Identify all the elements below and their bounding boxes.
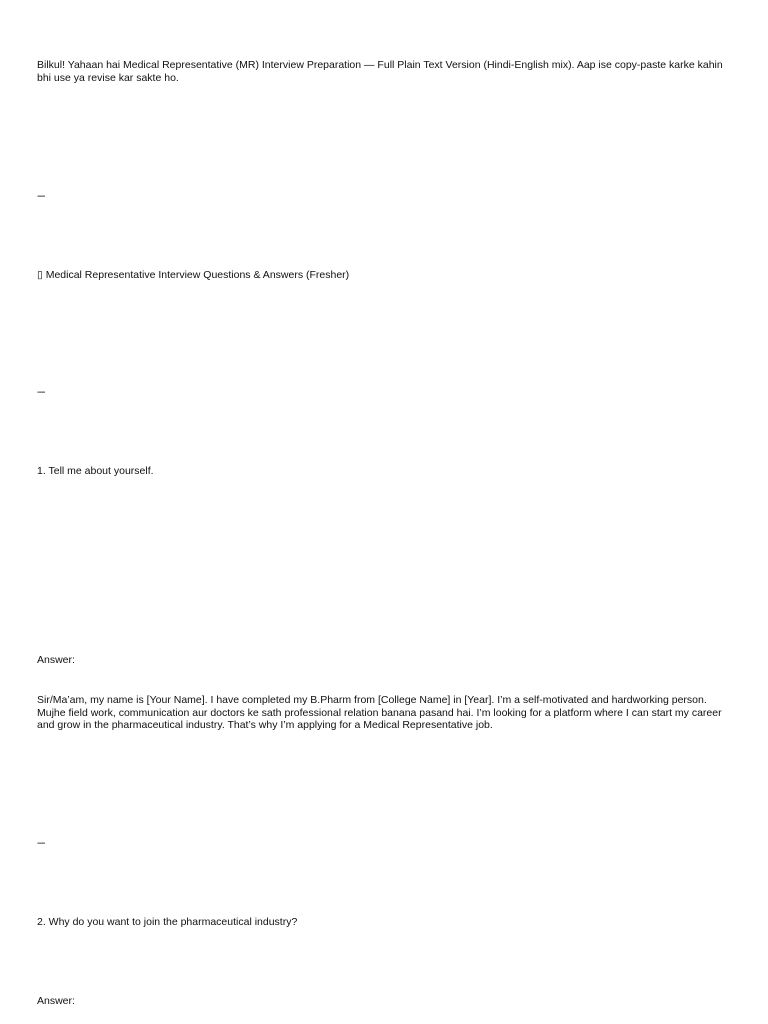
intro-paragraph: Bilkul! Yahaan hai Medical Representative (MR) Interview Preparation — Full Plain Text Version (Hindi-English mix). Aap ise copy-paste karke kahin bhi use ya revise kar sakte ho.: [37, 59, 723, 84]
question-1: 1. Tell me about yourself.: [37, 465, 154, 477]
separator-1: ---: [37, 190, 45, 202]
answer-1-label: Answer:: [37, 654, 75, 666]
separator-2: ---: [37, 386, 45, 398]
question-2: 2. Why do you want to join the pharmaceutical industry?: [37, 916, 298, 928]
separator-3: ---: [37, 837, 45, 849]
missing-glyph-icon: ▯: [37, 269, 43, 281]
section-heading-text: Medical Representative Interview Questions & Answers (Fresher): [45, 269, 350, 281]
answer-2-label: Answer:: [37, 995, 75, 1007]
answer-1-text: Sir/Ma’am, my name is [Your Name]. I have completed my B.Pharm from [College Name] in [Year]. I’m a self-motivated and hardworking person. Mujhe field work, communication aur doctors ke sath professional relation banana pasand hai. I’m looking for a platform where I can start my career and grow in the pharmaceutical industry. That’s why I’m applying for a Medical Representative job.: [37, 694, 722, 731]
section-heading: [37, 269, 737, 282]
